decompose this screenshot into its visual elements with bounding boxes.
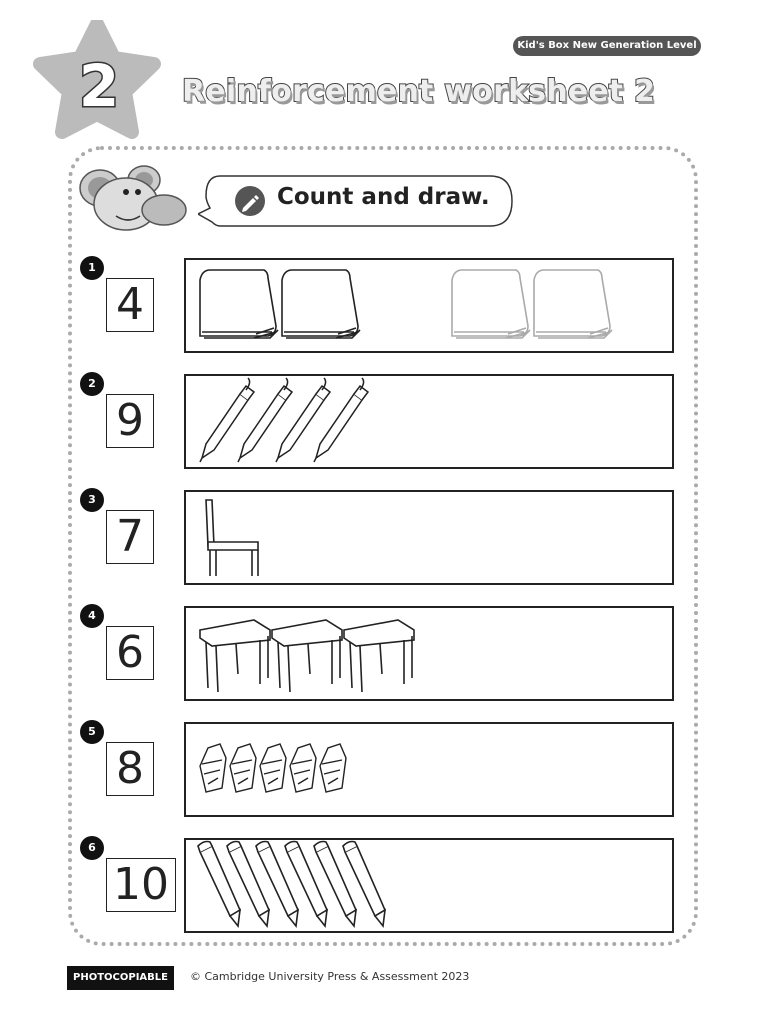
target-number: 8 xyxy=(106,742,154,796)
pen-icons xyxy=(186,376,672,467)
drawing-box[interactable] xyxy=(184,258,674,353)
exercise-number: 5 xyxy=(80,720,104,744)
drawing-box[interactable] xyxy=(184,838,674,933)
pencil-icon xyxy=(235,186,265,216)
drawing-box[interactable] xyxy=(184,490,674,585)
exercise-number: 6 xyxy=(80,836,104,860)
drawing-box[interactable] xyxy=(184,374,674,469)
target-number: 10 xyxy=(106,858,176,912)
target-number: 6 xyxy=(106,626,154,680)
exercise-number: 2 xyxy=(80,372,104,396)
exercise-number: 3 xyxy=(80,488,104,512)
chair-icons xyxy=(186,492,672,583)
drawing-box[interactable] xyxy=(184,722,674,817)
rubber-icons xyxy=(186,724,672,815)
target-number: 7 xyxy=(106,510,154,564)
book-icons xyxy=(186,260,672,351)
unit-star-icon xyxy=(32,20,162,145)
photocopiable-tag: PHOTOCOPIABLE xyxy=(67,966,174,990)
drawing-box[interactable] xyxy=(184,606,674,701)
exercise-number: 1 xyxy=(80,256,104,280)
instruction-text: Count and draw. xyxy=(277,184,490,210)
target-number: 9 xyxy=(106,394,154,448)
page-title: Reinforcement worksheet 2 xyxy=(182,74,656,109)
table-icons xyxy=(186,608,672,699)
mouse-mascot-icon xyxy=(78,162,190,236)
target-number: 4 xyxy=(106,278,154,332)
level-label: Kid's Box New Generation Level 1 xyxy=(513,36,701,56)
pencil-icons xyxy=(186,840,672,931)
unit-number: 2 xyxy=(78,52,120,120)
exercise-number: 4 xyxy=(80,604,104,628)
copyright-text: © Cambridge University Press & Assessment 2023 xyxy=(190,970,470,983)
